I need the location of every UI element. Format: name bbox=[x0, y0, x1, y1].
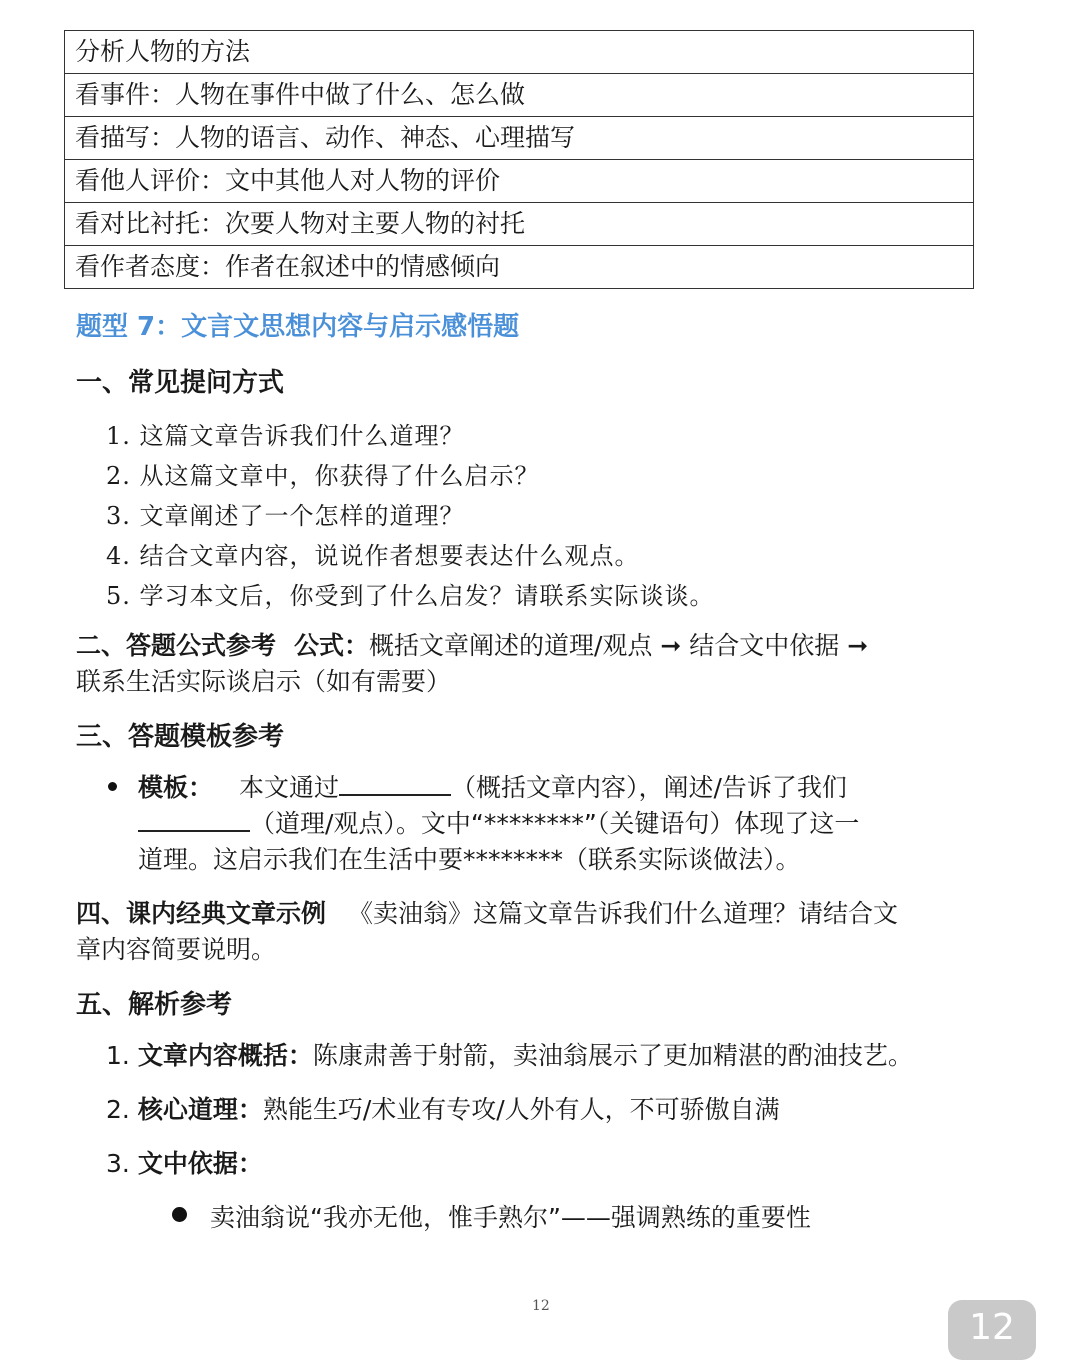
page-badge: 12 bbox=[948, 1300, 1036, 1360]
formula-text: 概括文章阐述的道理/观点 ➞ 结合文中依据 ➞ bbox=[368, 631, 869, 660]
template-text: （道理/观点）。文中“********”（关键语句）体现了这一 bbox=[250, 809, 860, 838]
bullet-icon bbox=[172, 1207, 187, 1222]
section4-text: 《卖油翁》这篇文章告诉我们什么道理？请结合文 bbox=[347, 899, 898, 928]
topic-title: 题型 7：文言文思想内容与启示感悟题 bbox=[76, 312, 520, 342]
table-row bbox=[65, 203, 974, 246]
table-row bbox=[65, 31, 974, 74]
section2-line1 bbox=[76, 626, 868, 662]
section5-heading: 五、解析参考 bbox=[76, 990, 233, 1020]
table-row bbox=[65, 117, 974, 160]
item-label: 文章内容概括： bbox=[137, 1041, 313, 1070]
section3-heading: 三、答题模板参考 bbox=[76, 722, 285, 752]
section4-line1 bbox=[76, 894, 898, 930]
template-line1 bbox=[138, 768, 847, 804]
formula-label: 公式： bbox=[293, 631, 369, 660]
template-line2 bbox=[138, 804, 859, 840]
item-number: 2. bbox=[106, 1095, 130, 1124]
section2-heading: 二、答题公式参考 bbox=[76, 631, 277, 660]
table-cell: 看描写：人物的语言、动作、神态、心理描写 bbox=[65, 117, 974, 160]
table-cell: 看作者态度：作者在叙述中的情感倾向 bbox=[65, 246, 974, 289]
item-label: 文中依据： bbox=[137, 1149, 263, 1178]
question-item: 5. 学习本文后，你受到了什么启发？请联系实际谈谈。 bbox=[106, 582, 715, 610]
table-cell: 看他人评价：文中其他人对人物的评价 bbox=[65, 160, 974, 203]
evidence-text: 卖油翁说“我亦无他，惟手熟尔”——强调熟练的重要性 bbox=[210, 1203, 811, 1232]
item-number: 3. bbox=[106, 1149, 130, 1178]
bullet-icon bbox=[108, 782, 117, 791]
analysis-item bbox=[106, 1090, 780, 1126]
template-label: 模板： bbox=[138, 773, 214, 802]
question-item: 4. 结合文章内容，说说作者想要表达什么观点。 bbox=[106, 542, 640, 570]
fill-blank bbox=[339, 770, 451, 796]
table-cell: 看事件：人物在事件中做了什么、怎么做 bbox=[65, 74, 974, 117]
table-cell: 看对比衬托：次要人物对主要人物的衬托 bbox=[65, 203, 974, 246]
table-row bbox=[65, 246, 974, 289]
table-header-cell: 分析人物的方法 bbox=[65, 31, 974, 74]
analysis-item bbox=[106, 1144, 263, 1180]
item-number: 1. bbox=[106, 1041, 130, 1070]
item-text: 陈康肃善于射箭，卖油翁展示了更加精湛的酌油技艺。 bbox=[312, 1041, 913, 1070]
section4-line2: 章内容简要说明。 bbox=[76, 935, 277, 964]
section1-heading: 一、常见提问方式 bbox=[76, 368, 285, 398]
question-item: 1. 这篇文章告诉我们什么道理？ bbox=[106, 422, 465, 450]
table-row bbox=[65, 160, 974, 203]
item-label: 核心道理： bbox=[137, 1095, 263, 1124]
template-line3: 道理。这启示我们在生活中要********（联系实际谈做法）。 bbox=[138, 845, 801, 874]
table-row bbox=[65, 74, 974, 117]
template-text: （概括文章内容），阐述/告诉了我们 bbox=[450, 773, 847, 802]
formula-line2: 联系生活实际谈启示（如有需要） bbox=[76, 667, 452, 696]
section4-heading: 四、课内经典文章示例 bbox=[76, 899, 327, 928]
page-number: 12 bbox=[532, 1298, 550, 1314]
question-item: 3. 文章阐述了一个怎样的道理？ bbox=[106, 502, 465, 530]
method-table bbox=[64, 30, 974, 289]
item-text: 熟能生巧/术业有专攻/人外有人，不可骄傲自满 bbox=[262, 1095, 780, 1124]
question-item: 2. 从这篇文章中，你获得了什么启示？ bbox=[106, 462, 540, 490]
analysis-item bbox=[106, 1036, 913, 1072]
fill-blank bbox=[138, 806, 250, 832]
template-text: 本文通过 bbox=[238, 773, 339, 802]
